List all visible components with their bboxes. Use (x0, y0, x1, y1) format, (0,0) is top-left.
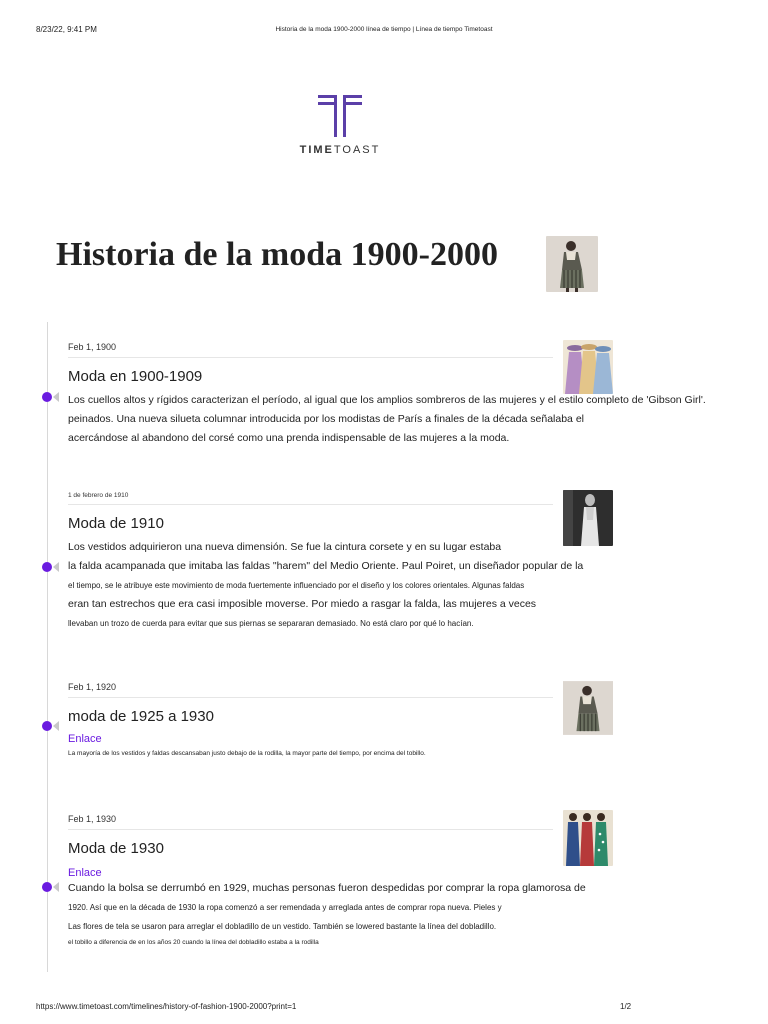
description-line: 1920. Así que en la década de 1930 la ropa comenzó a ser remendada y arreglada antes de comprar ropa nueva. Pieles y (68, 903, 502, 912)
event-link[interactable]: Enlace (68, 867, 102, 879)
description-line: Los cuellos altos y rígidos caracterizan el período, al igual que los amplios sombreros de las mujeres y el estilo completo de 'Gibson Girl'. (68, 394, 706, 406)
print-page-title: Historia de la moda 1900-2000 línea de tiempo | Línea de tiempo Timetoast (275, 26, 493, 33)
timeline-event (68, 682, 553, 761)
description-line: el tiempo, se le atribuye este movimiento de moda fuertemente influenciado por el diseño y los colores orientales. Algunas faldas (68, 581, 525, 590)
timeline-axis (47, 322, 48, 972)
event-date: 1 de febrero de 1910 (68, 492, 553, 505)
timeline-marker (41, 881, 53, 893)
description-line: llevaban un trozo de cuerda para evitar que sus piernas se separaran demasiado. No está claro por qué lo hacían. (68, 619, 474, 628)
event-title: moda de 1925 a 1930 (68, 708, 214, 725)
event-title: Moda en 1900-1909 (68, 368, 203, 385)
timeline-title: Historia de la moda 1900-2000 (56, 236, 498, 273)
timeline-cover-image (546, 236, 598, 292)
description-line: La mayoría de los vestidos y faldas descansaban justo debajo de la rodilla, la mayor parte del tiempo, por encima del tobillo. (68, 750, 426, 757)
description-line: acercándose al abandono del corsé como una prenda indispensable de las mujeres a la moda. (68, 432, 510, 444)
event-description (68, 747, 553, 761)
event-date: Feb 1, 1900 (68, 342, 553, 358)
description-line: la falda acampanada que imitaba las faldas "harem" del Medio Oriente. Paul Poiret, un diseñador popular de la (68, 560, 584, 572)
brand-wordmark: TIMETOAST (299, 144, 381, 156)
description-line: Las flores de tela se usaron para arreglar el dobladillo de un vestido. También se lowered bastante la línea del dobladillo. (68, 922, 497, 931)
print-datetime: 8/23/22, 9:41 PM (36, 25, 97, 34)
footer-page-number: 1/2 (620, 1002, 632, 1011)
event-date: Feb 1, 1920 (68, 682, 553, 698)
event-title: Moda de 1910 (68, 515, 164, 532)
event-title: Moda de 1930 (68, 840, 164, 857)
description-line: peinados. Una nueva silueta columnar introducida por los modistas de París a finales de la década señalaba el (68, 413, 584, 425)
event-description (68, 538, 583, 633)
event-description (68, 391, 706, 448)
footer-url: https://www.timetoast.com/timelines/history-of-fashion-1900-2000?print=1 (36, 1002, 297, 1011)
event-description (68, 879, 586, 950)
event-link[interactable]: Enlace (68, 733, 102, 745)
event-image (563, 490, 613, 546)
brand-logo[interactable] (0, 92, 680, 156)
event-image (563, 810, 613, 866)
description-line: Cuando la bolsa se derrumbó en 1929, muchas personas fueron despedidas por comprar la ropa glamorosa de (68, 882, 586, 894)
event-image (563, 680, 613, 736)
timeline-event (68, 492, 583, 633)
description-line: el tobillo a diferencia de en los años 20 cuando la línea del dobladillo estaba a la rodilla (68, 939, 319, 946)
event-image (563, 340, 613, 394)
timetoast-logo-icon (317, 92, 363, 138)
description-line: Los vestidos adquirieron una nueva dimensión. Se fue la cintura corsete y en su lugar estaba (68, 541, 502, 553)
description-line: eran tan estrechos que era casi imposible moverse. Por miedo a rasgar la falda, las mujeres a veces (68, 598, 537, 610)
timeline-marker (41, 720, 53, 732)
timeline-event (68, 814, 586, 950)
event-date: Feb 1, 1930 (68, 814, 553, 830)
timeline-marker (41, 561, 53, 573)
timeline-marker (41, 391, 53, 403)
